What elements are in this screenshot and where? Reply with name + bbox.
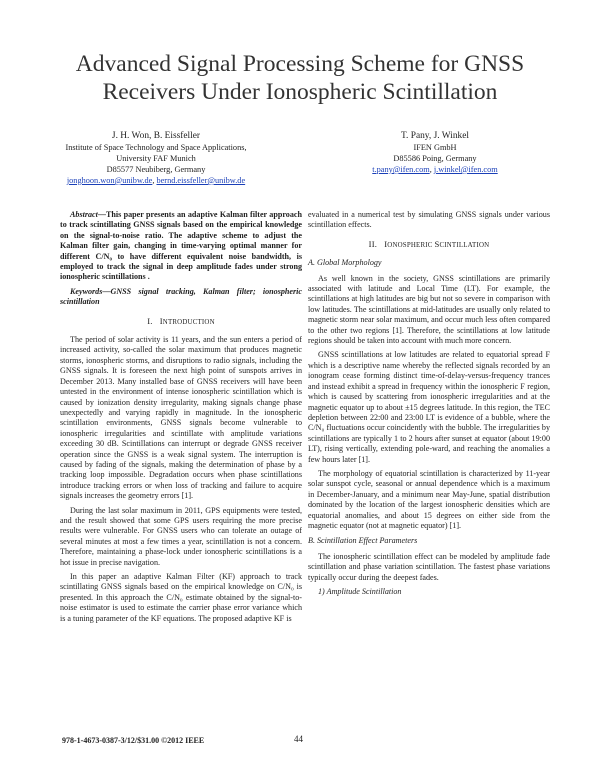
abstract-text: This paper presents an adaptive Kalman filter approach to track scintillating GNSS signals based on the empirical knowledge on the signal-to-noise ratio. The adaptive scheme to adjust the Kalman filter gain, changing in time-varying optimal manner for different C/N₀ to have different equivalent noise bandwidth, is employed to track the signal in deep amplitude fades under strong ionospheric scintillations .: [60, 210, 302, 282]
abstract: [60, 210, 302, 283]
author-names-right: T. Pany, J. Winkel: [401, 131, 469, 141]
city-left: D85577 Neubiberg, Germany: [106, 164, 206, 174]
subsection-heading-b: B. Scintillation Effect Parameters: [308, 536, 418, 546]
section-number: II.: [368, 238, 378, 249]
email-separator: ,: [429, 164, 434, 174]
intro-paragraph-2: During the last solar maximum in 2011, GPS equipments were tested, and the result showed that some GPS users requiring the more precise results were vulnerable. For GNSS users who can tolerate an outage of several minutes at most a few times a year, scintillation is not a concern. Therefore, maintaining a phase-lock under ionospheric scintillations is a hot issue in precise navigation.: [60, 505, 302, 567]
abstract-dash: —: [97, 210, 106, 219]
effect-parameters-paragraph: The ionospheric scintillation effect can be modeled by amplitude fade scintillation and phase variation scintillation. The fastest phase variations typically occur during the deepest fades.: [308, 551, 550, 582]
subsubsection-heading-amplitude: 1) Amplitude Scintillation: [318, 587, 402, 596]
author-names-left: J. H. Won, B. Eissfeller: [111, 131, 201, 141]
section-title-rest: NTRODUCTION: [162, 318, 215, 326]
page-number: 44: [294, 734, 303, 744]
section-title-part-b: CINTILLATION: [439, 241, 490, 249]
morphology-paragraph-1: As well known in the society, GNSS scintillations are primarily associated with latitude and Local Time (LT). For example, the scintillations at high latitudes are big but not so severe in comparison with low latitudes. The scintillations at mid-latitudes are usually only related to magnetic storm near solar maximum, and occur much less often compared to the other two regions [1]. Therefore, the scintillations at low latitude regions should be taken into account with much more concern.: [308, 273, 550, 346]
keywords: [60, 287, 302, 308]
section-initial: I: [159, 315, 163, 326]
section-heading-introduction: [60, 316, 302, 328]
right-column: [308, 210, 550, 600]
email-link-eissfeller[interactable]: bernd.eissfeller@unibw.de: [156, 175, 246, 185]
morphology-paragraph-3: The morphology of equatorial scintillation is characterized by 11-year solar sunspot cycle, seasonal or annual dependence which is a maximum in December-January, and a minimum near May-June, spatial distribution dominated by the location of the largest ionospheric densities which are equatorial anomalies, and about 15 degrees on either side from the magnetic equator (not at magnetic equator) [1].: [308, 468, 550, 530]
section-initial-s: S: [434, 238, 440, 249]
subsection-heading-a: A. Global Morphology: [308, 258, 382, 268]
intro-paragraph-3: In this paper an adaptive Kalman Filter (KF) approach to track scintillating GNSS signals based on the empirical knowledge on C/N₀ is presented. In this approach the C/N₀ estimate obtained by the signal-to-noise estimator is used to estimate the carrier phase error variance which is a tuning parameter of the KF equations. The proposed adaptive KF is: [60, 572, 302, 623]
keywords-dash: —: [102, 286, 111, 296]
keywords-text: GNSS signal tracking, Kalman filter; ionospheric scintillation: [60, 286, 302, 307]
email-link-won[interactable]: jonghoon.won@unibw.de: [66, 175, 153, 185]
email-link-winkel[interactable]: j.winkel@ifen.com: [433, 164, 498, 174]
intro-continuation: evaluated in a numerical test by simulating GNSS signals under various scintillation effects.: [308, 210, 550, 230]
affiliation-left: [46, 130, 266, 187]
institution-right: IFEN GmbH: [413, 143, 457, 152]
institution-left-2: University FAF Munich: [116, 153, 196, 163]
title-line-2: Receivers Under Ionospheric Scintillation: [102, 79, 498, 105]
email-link-pany[interactable]: t.pany@ifen.com: [372, 164, 430, 174]
institution-left-1: Institute of Space Technology and Space Applications,: [65, 143, 247, 152]
section-number: I.: [147, 315, 153, 326]
emails-left: [46, 176, 266, 187]
keywords-label: Keywords: [70, 286, 103, 296]
affiliation-right: [325, 130, 545, 176]
copyright-notice: 978-1-4673-0387-3/12/$31.00 ©2012 IEEE: [62, 736, 205, 745]
city-right: D85586 Poing, Germany: [393, 153, 477, 163]
morphology-paragraph-2: GNSS scintillations at low latitudes are related to equatorial spread F which is a descriptive name whereby the reflected signals recorded by an ionogram cease forming distinct time-of-delay-versus-frequency trances and instead exhibit a spread in frequency within the ionospheric F region, which is caused by scattering from ionospheric irregularities and at the magnetic equator up to about ±15 degrees latitude. In this region, the TEC depletion between 22:00 and 23:00 LT is evidence of a bubble, where the C/N₀ fluctuations occur coincidently with the bubble. The irregularities by scintillations are typically 1 to 2 hours after sunset at equator (about 19:00 LT), rising vertically, extending pole-ward, and reaching the anomalies a few hours later [1].: [308, 350, 550, 464]
email-separator: ,: [152, 175, 157, 185]
intro-paragraph-1: The period of solar activity is 11 years, and the sun enters a period of increased activity, so-called the solar maximum that produces magnetic storms, ionospheric storms, and disruptions to radio signals, including the GNSS signals. It is foreseen the next high point of sunspots arrives in December 2013. Many installed base of GNSS receivers will have been untested in the environment of intense ionospheric scintillation which is caused by ionization density irregularity, making signals change phase unexpectedly and varying rapidly in magnitude. In the ionospheric scintillation environments, GNSS signals become vulnerable to ionospheric irregularities and scintillate with amplitude variations exceeding 30 dB. Scintillations can interrupt or degrade GNSS receiver operation since the GNSS is a weak signal system. The interruption is caused by fading of the signals, making the determination of phase by a tracking loop impossible. Degradation occurs when phase scintillations introduce tracking errors or when loss of tracking and failure to acquire signals increases the geometry errors [1].: [60, 335, 302, 501]
emails-right: [325, 165, 545, 176]
section-heading-scintillation: [308, 239, 550, 251]
section-title-part-a: ONOSPHERIC: [387, 241, 435, 249]
section-initial-i: I: [384, 238, 388, 249]
left-column: [60, 210, 302, 628]
abstract-label: Abstract: [70, 210, 98, 219]
paper-title: [40, 50, 560, 106]
title-line-1: Advanced Signal Processing Scheme for GNSS: [75, 51, 525, 77]
